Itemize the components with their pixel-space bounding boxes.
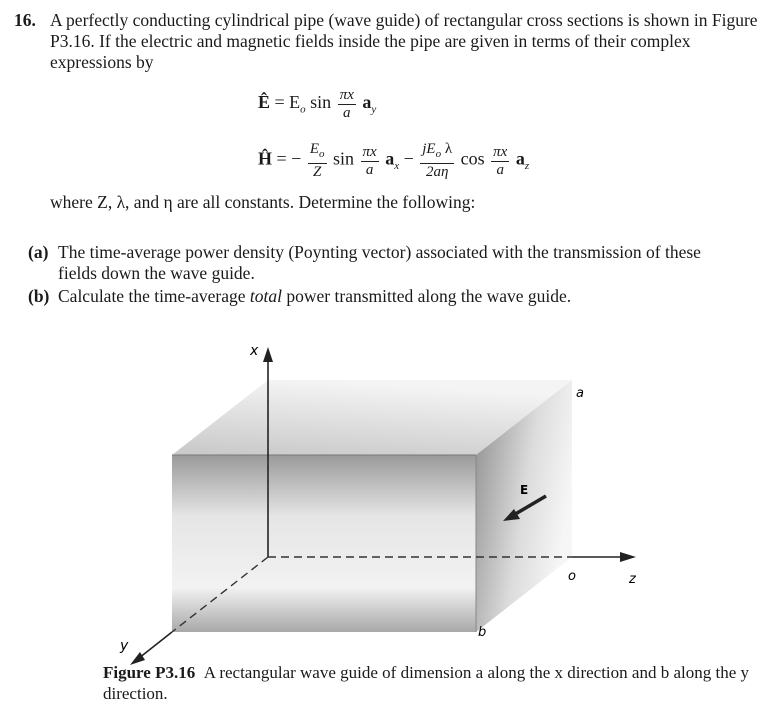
part-b: (b) Calculate the time-average total power transmitted along the wave guide. [28,286,572,306]
x-axis-arrow [263,347,273,362]
label-a: a [576,386,584,401]
figure-caption: Figure P3.16 A rectangular wave guide of dimension a along the x direction and b along the y direction. [103,663,749,703]
equation-h: Ĥ = − $\frac{E_o}{Z}$ sin $\frac{\pi x}{a}$ $a_x$ − $\frac{jE_o \lambda}{2a\eta}$ cos $\frac{\pi x}{a}$ $a_z$ [258,141,530,180]
label-b: b [478,625,487,640]
equation-e: Ê = $E_o$ sin $\frac{\pi x}{a}$ $a_y$ [258,87,377,121]
front-face [172,455,476,632]
problem-text: A perfectly conducting cylindrical pipe (wave guide) of rectangular cross sections is shown in Figure P3.16. If the electric and magnetic fields inside the pipe are given in terms of their complex expressions by [50,10,758,72]
label-y: y [120,638,129,654]
z-axis-arrow [620,552,636,562]
label-e: E [520,483,529,497]
label-x: x [250,343,259,359]
where-text: where Z, λ, and η are all constants. Determine the following: [50,192,476,212]
problem-number: 16. [14,10,36,30]
part-a: (a) The time-average power density (Poynting vector) associated with the transmission of these fields down the wave guide. [28,242,701,283]
label-z: z [629,572,636,587]
label-o: o [568,569,576,584]
